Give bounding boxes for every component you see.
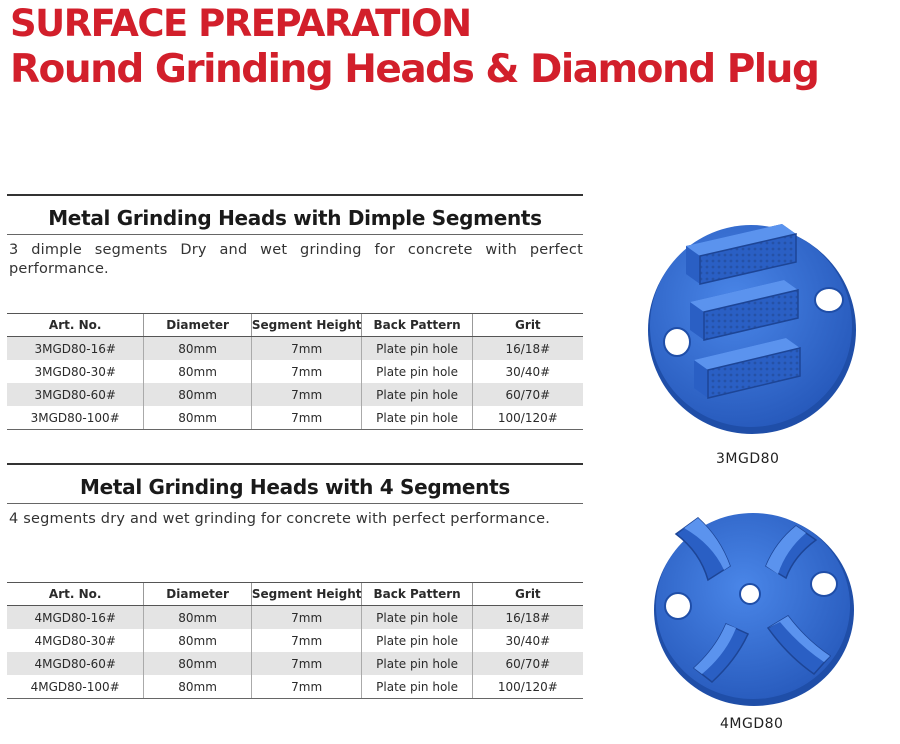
table-row	[7, 675, 583, 699]
cell-art-no: 3MGD80-16#	[7, 337, 144, 361]
cell-diameter: 80mm	[144, 406, 251, 430]
cell-art-no: 3MGD80-60#	[7, 383, 144, 406]
column-header-segment-height: Segment Height	[251, 314, 362, 337]
cell-back-pattern: Plate pin hole	[362, 360, 472, 383]
image-caption-3mgd80: 3MGD80	[716, 451, 780, 467]
cell-grit: 60/70#	[472, 652, 583, 675]
section-dimple-segments	[7, 194, 583, 425]
cell-segment-height: 7mm	[251, 337, 362, 361]
section-title: Metal Grinding Heads with Dimple Segments	[48, 206, 542, 230]
table-row	[7, 629, 583, 652]
cell-grit: 16/18#	[472, 337, 583, 361]
section-description: 3 dimple segments Dry and wet grinding for concrete with perfect performance.	[9, 242, 583, 277]
section-top-rule	[7, 194, 583, 196]
product-image-3mgd80	[644, 216, 860, 438]
cell-art-no: 3MGD80-100#	[7, 406, 144, 430]
image-caption-4mgd80: 4MGD80	[720, 716, 784, 732]
table-row	[7, 406, 583, 430]
cell-art-no: 4MGD80-16#	[7, 606, 144, 630]
cell-diameter: 80mm	[144, 383, 251, 406]
cell-segment-height: 7mm	[251, 406, 362, 430]
cell-back-pattern: Plate pin hole	[362, 337, 472, 361]
table-row	[7, 360, 583, 383]
table-header-row	[7, 583, 583, 606]
table-header-row	[7, 314, 583, 337]
cell-segment-height: 7mm	[251, 606, 362, 630]
cell-art-no: 4MGD80-100#	[7, 675, 144, 699]
cell-grit: 16/18#	[472, 606, 583, 630]
cell-segment-height: 7mm	[251, 652, 362, 675]
page-subtitle: Round Grinding Heads & Diamond Plug	[10, 47, 819, 92]
cell-art-no: 3MGD80-30#	[34, 364, 116, 379]
column-header-back-pattern: Back Pattern	[362, 583, 472, 606]
cell-back-pattern: Plate pin hole	[362, 652, 472, 675]
section-title-rule	[7, 234, 583, 235]
column-header-art-no: Art. No.	[7, 583, 144, 606]
cell-diameter: 80mm	[144, 652, 251, 675]
spec-table	[7, 313, 583, 430]
cell-grit: 60/70#	[472, 383, 583, 406]
table-row	[7, 383, 583, 406]
section-top-rule	[7, 463, 583, 465]
column-header-segment-height: Segment Height	[251, 583, 362, 606]
cell-back-pattern: Plate pin hole	[362, 383, 472, 406]
table-row	[7, 652, 583, 675]
cell-grit: 30/40#	[472, 360, 583, 383]
cell-diameter: 80mm	[144, 360, 251, 383]
cell-diameter: 80mm	[144, 675, 251, 699]
section-description: 4 segments dry and wet grinding for concrete with perfect performance.	[9, 511, 551, 527]
section-title-rule	[7, 503, 583, 504]
cell-diameter: 80mm	[144, 606, 251, 630]
column-header-diameter: Diameter	[144, 314, 251, 337]
cell-back-pattern: Plate pin hole	[362, 406, 472, 430]
table-row	[7, 337, 583, 361]
column-header-grit: Grit	[472, 583, 583, 606]
page-title: SURFACE PREPARATION	[10, 2, 471, 45]
cell-segment-height: 7mm	[251, 360, 362, 383]
cell-art-no: 4MGD80-60#	[7, 652, 144, 675]
column-header-art-no: Art. No.	[7, 314, 144, 337]
column-header-grit: Grit	[472, 314, 583, 337]
cell-grit: 100/120#	[472, 406, 583, 430]
spec-table	[7, 582, 583, 699]
section-title: Metal Grinding Heads with 4 Segments	[80, 475, 510, 499]
cell-segment-height: 7mm	[251, 383, 362, 406]
cell-back-pattern: Plate pin hole	[362, 606, 472, 630]
cell-grit: 30/40#	[472, 629, 583, 652]
cell-diameter: 80mm	[144, 629, 251, 652]
section-4-segments	[7, 463, 583, 694]
column-header-back-pattern: Back Pattern	[362, 314, 472, 337]
cell-art-no: 4MGD80-30#	[34, 633, 116, 648]
cell-grit: 100/120#	[472, 675, 583, 699]
cell-back-pattern: Plate pin hole	[362, 629, 472, 652]
cell-segment-height: 7mm	[251, 629, 362, 652]
column-header-diameter: Diameter	[144, 583, 251, 606]
cell-segment-height: 7mm	[251, 675, 362, 699]
product-image-4mgd80	[650, 508, 856, 708]
cell-diameter: 80mm	[144, 337, 251, 361]
cell-back-pattern: Plate pin hole	[362, 675, 472, 699]
table-row	[7, 606, 583, 630]
